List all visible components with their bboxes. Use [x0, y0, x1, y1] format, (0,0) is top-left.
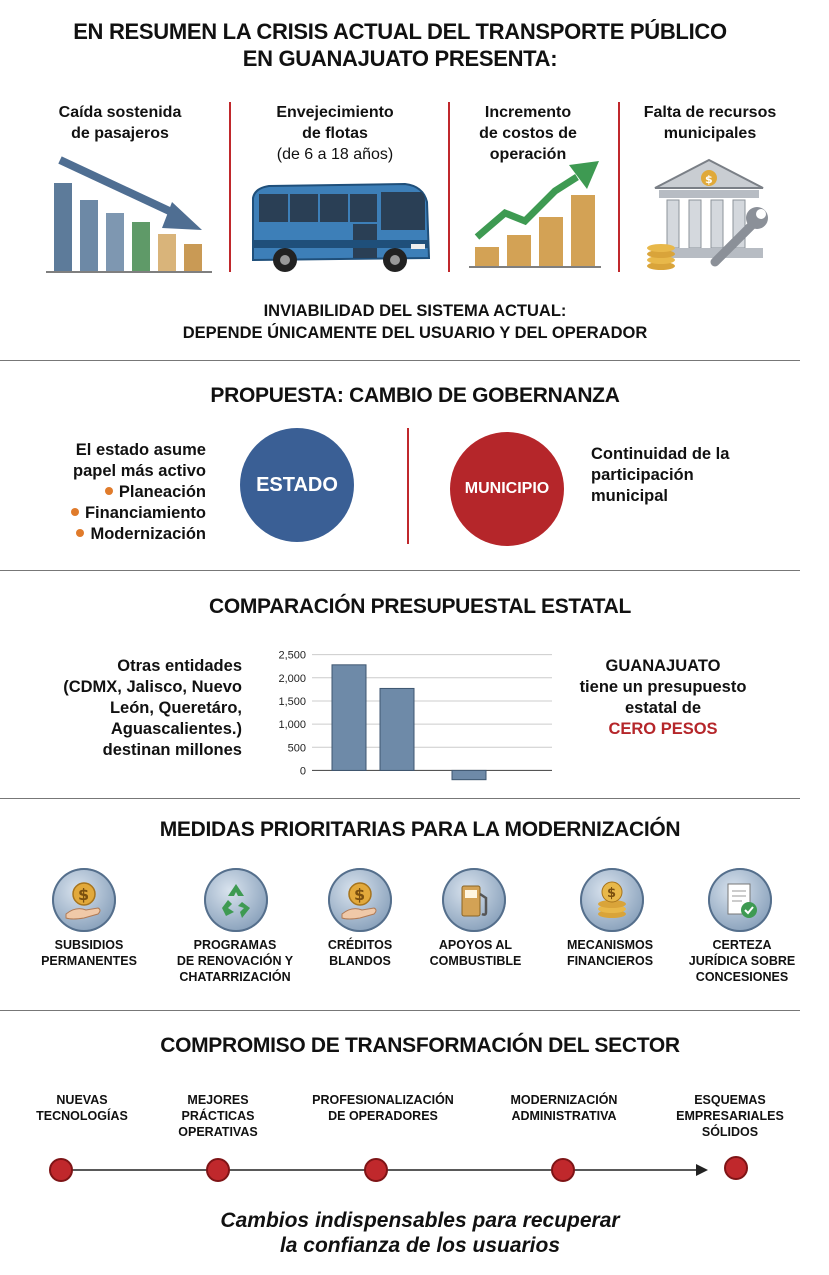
problem-lack-of-funds: Falta de recursos municipales: [643, 104, 777, 142]
proposal-title: PROPUESTA: CAMBIO DE GOBERNANZA: [210, 384, 620, 407]
section-divider: [0, 360, 800, 361]
divider: [448, 102, 450, 272]
guanajuato-budget-text: GUANAJUATO tiene un presupuesto estatal de CERO PESOS: [558, 656, 768, 740]
y-tick-label: 0: [299, 765, 306, 778]
bullet-item: Modernización: [40, 524, 206, 545]
state-role-text: El estado asume papel más activo Planeación Financiamiento Modernización: [40, 440, 206, 545]
svg-text:$: $: [354, 885, 366, 904]
zero-pesos-highlight: CERO PESOS: [608, 720, 718, 738]
bank-wrench-icon: [645, 158, 775, 273]
declining-bars-icon: [40, 150, 220, 275]
municipal-continuity-text: Continuidad de la participación municipal: [591, 445, 730, 505]
bullet-dot-icon: [105, 487, 113, 495]
closing-statement: Cambios indispensables para recuperar la confianza de los usuarios: [220, 1209, 620, 1257]
measures-title: MEDIDAS PRIORITARIAS PARA LA MODERNIZACIÓN: [159, 818, 681, 841]
timeline-dot: [724, 1156, 748, 1180]
fuel-pump-icon: [442, 868, 506, 932]
problem-rising-costs: Incremento de costos de operación: [479, 104, 577, 163]
y-tick-label: 500: [287, 742, 306, 755]
measure-label-legal-certainty: CERTEZA JURÍDICA SOBRE CONCESIONES: [688, 938, 796, 984]
y-tick-label: 1,500: [278, 695, 306, 708]
section-divider: [0, 1010, 800, 1011]
timeline-label-professionalization: PROFESIONALIZACIÓN DE OPERADORES: [312, 1093, 454, 1123]
svg-text:$: $: [705, 173, 713, 186]
budget-bar: [380, 688, 414, 770]
divider: [618, 102, 620, 272]
measure-label-fuel-support: APOYOS AL COMBUSTIBLE: [429, 938, 522, 968]
money-hand-icon: [328, 868, 392, 932]
rising-costs-icon: [465, 155, 605, 270]
divider: [407, 428, 409, 544]
measure-label-soft-credits: CRÉDITOS BLANDOS: [327, 938, 393, 968]
section-divider: [0, 798, 800, 799]
budget-title: COMPARACIÓN PRESUPUESTAL ESTATAL: [208, 595, 632, 618]
recycle-icon: [204, 868, 268, 932]
timeline-dot: [49, 1158, 73, 1182]
budget-bar: [452, 770, 486, 779]
problem-aging-fleet: Envejecimiento de flotas (de 6 a 18 años): [276, 104, 394, 163]
measure-label-financial-mechanisms: MECANISMOS FINANCIEROS: [566, 938, 654, 968]
timeline-label-technologies: NUEVAS TECNOLOGÍAS: [36, 1093, 128, 1123]
timeline-label-practices: MEJORES PRÁCTICAS OPERATIVAS: [178, 1093, 258, 1139]
section-divider: [0, 570, 800, 571]
coins-icon: [580, 868, 644, 932]
main-title-line1: EN RESUMEN LA CRISIS ACTUAL DEL TRANSPORTE PÚBLICO: [73, 19, 727, 44]
y-tick-label: 2,000: [278, 672, 306, 685]
measure-label-renewal: PROGRAMAS DE RENOVACIÓN Y CHATARRIZACIÓN: [176, 938, 294, 984]
y-tick-label: 1,000: [278, 719, 306, 732]
y-tick-label: 2,500: [278, 649, 306, 662]
bullet-dot-icon: [76, 529, 84, 537]
municipality-circle: MUNICIPIO: [450, 432, 564, 546]
bullet-dot-icon: [71, 508, 79, 516]
document-check-icon: [708, 868, 772, 932]
problem-falling-passengers: Caída sostenida de pasajeros: [58, 104, 182, 142]
timeline-label-business-schemes: ESQUEMAS EMPRESARIALES SÓLIDOS: [676, 1093, 784, 1139]
svg-text:$: $: [78, 885, 90, 904]
timeline-dot: [206, 1158, 230, 1182]
commitment-title: COMPROMISO DE TRANSFORMACIÓN DEL SECTOR: [160, 1034, 680, 1057]
budget-bar-chart: [268, 640, 558, 790]
inviability-statement: INVIABILIDAD DEL SISTEMA ACTUAL: DEPENDE ÚNICAMENTE DEL USUARIO Y DEL OPERADOR: [182, 302, 648, 342]
timeline-dot: [364, 1158, 388, 1182]
timeline-dot: [551, 1158, 575, 1182]
svg-text:$: $: [607, 886, 617, 901]
money-hand-icon: [52, 868, 116, 932]
measure-label-subsidies: SUBSIDIOS PERMANENTES: [41, 938, 137, 968]
main-title-line2: EN GUANAJUATO PRESENTA:: [242, 46, 558, 71]
main-title: [30, 18, 770, 72]
timeline-label-administration: MODERNIZACIÓN ADMINISTRATIVA: [510, 1093, 618, 1123]
state-circle: ESTADO: [240, 428, 354, 542]
other-states-text: Otras entidades (CDMX, Jalisco, Nuevo León, Queretáro, Aguascalientes.) destinan millones: [63, 657, 242, 759]
bullet-item: Financiamiento: [40, 503, 206, 524]
bullet-item: Planeación: [40, 482, 206, 503]
bus-icon: [245, 180, 435, 275]
budget-bar: [332, 665, 366, 771]
divider: [229, 102, 231, 272]
